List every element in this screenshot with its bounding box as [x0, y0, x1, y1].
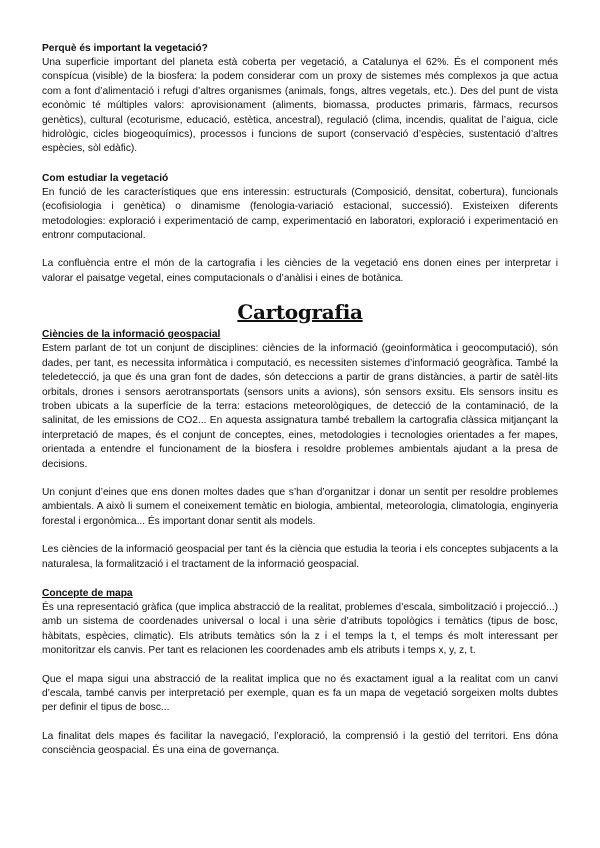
paragraph-geospatial-definition: Les ciències de la informació geospacial per tant és la ciència que estudia la teoria i els conceptes subjacents a la naturalesa, la formalització i el tractament de la informació geospacial. — [42, 544, 558, 570]
paragraph-map-purpose: La finalitat dels mapes és facilitar la navegació, l’exploració, la comprensió i la gestió del territori. Ens dóna consciència geospacial. És una eina de governança. — [42, 730, 558, 757]
section-heading-map-concept: Concepte de mapa — [42, 587, 133, 599]
paragraph-geospatial-disciplines: Estem parlant de tot un conjunt de disciplines: ciències de la informació (geoinformàtica i geocomputació), són dades, per tant, es necessita informàtica i computació, es necessiten sistemes d’informació geogràfica. També la teledetecció, ja que és una gran font de dades, són deteccions a partir de grans distàncies, a partir de satèl·lits orbitals, drones i sensors aerotransportats (sensors units a avions), són sensors exsitu. Els sensors insitu es troben ubicats a la superfície de la terra: estacions meteorològiques, de detecció de la contaminació, de la salinitat, de les emissions de CO2... En aquesta assignatura també treballem la cartografia clàssica mitjançant la interpretació de mapes, és el conjunt de conceptes, eines, metodologies i tecnologies orientades a fer mapes, orientada a entendre el funcionament de la biosfera i resoldre problemes ambientals ajudant a la presa de decisions. — [42, 343, 558, 470]
paragraph-study-methods: En funció de les característiques que ens interessin: estructurals (Composició, densitat, cobertura), funcionals (ecofisiologia i genètica) o dinamisme (fenologia-variació estacional, successió). Existeixen diferents metodologies: exploració i experimentació de camp, experimentació en laboratori, exploració i experimentació en entronr computacional. — [42, 186, 558, 242]
section-heading-study: Com estudiar la vegetació — [42, 172, 169, 184]
page-title: Cartografia — [237, 300, 363, 325]
section-heading-geospatial: Ciències de la informació geospacial — [42, 329, 221, 341]
section-heading-importance: Perquè és important la vegetació? — [42, 43, 208, 54]
paragraph-importance: Una superficie important del planeta està coberta per vegetació, a Catalunya el 62%. És el component més conspícua (visible) de la biosfera: la podem considerar com un proxy de sistemes més complexos ja que actua com a font d’alimentació i refugi d’altres organismes (animals, fongs, altres vegetals, etc.). Des del punt de vista econòmic té múltiples valors: aprovisionament (aliments, biomassa, productes primaris, fàrmacs, recursos genètics), cultural (ecoturisme, educació, estètica, ancestral), regulació (clima, incendis, qualitat de l’aigua, cicle hidrològic, cicles biogeoquímics), processos i funcions de suport (conservació d’espècies, sustentació d’altres espècies, sòl edàfic). — [42, 57, 558, 155]
paragraph-map-definition: És una representació gràfica (que implica abstracció de la realitat, problemes d’escala, simbolització i projecció...) amb un sistema de coordenades universal o local i una sèrie d’atributs topològics i temàtics (tipus de bosc, hàbitats, espècies, clima̱tic). Els atributs temàtics són la z i el temps la t, el temps és molt interessant per monitoritzar els canvis. Per tant es relacionen les coordenades amb els atributs i temps x, y, z, t. — [42, 601, 558, 657]
paragraph-geospatial-tools: Un conjunt d’eines que ens donen moltes dades que s’han d’organitzar i donar un sentit per resoldre problemes ambientals. A això li sumem el coneixement temàtic en biologia, ambiental, meteorologia, climatologia, enginyeria forestal i ergonòmica... És important donar sentit als models. — [42, 486, 558, 527]
paragraph-study-confluence: La confluència entre el món de la cartografia i les ciències de la vegetació ens donen eines per interpretar i valorar el paisatge vegetal, eines computacionals o d’anàlisi i eines de botànica. — [42, 258, 558, 284]
paragraph-map-abstraction: Que el mapa sigui una abstracció de la realitat implica que no és exactament igual a la realitat com un canvi d’escala, també canvis per interpretació per exemple, quan es fa un mapa de vegetació sorgeixen molts dubtes per definir el tipus de bosc... — [42, 673, 558, 714]
